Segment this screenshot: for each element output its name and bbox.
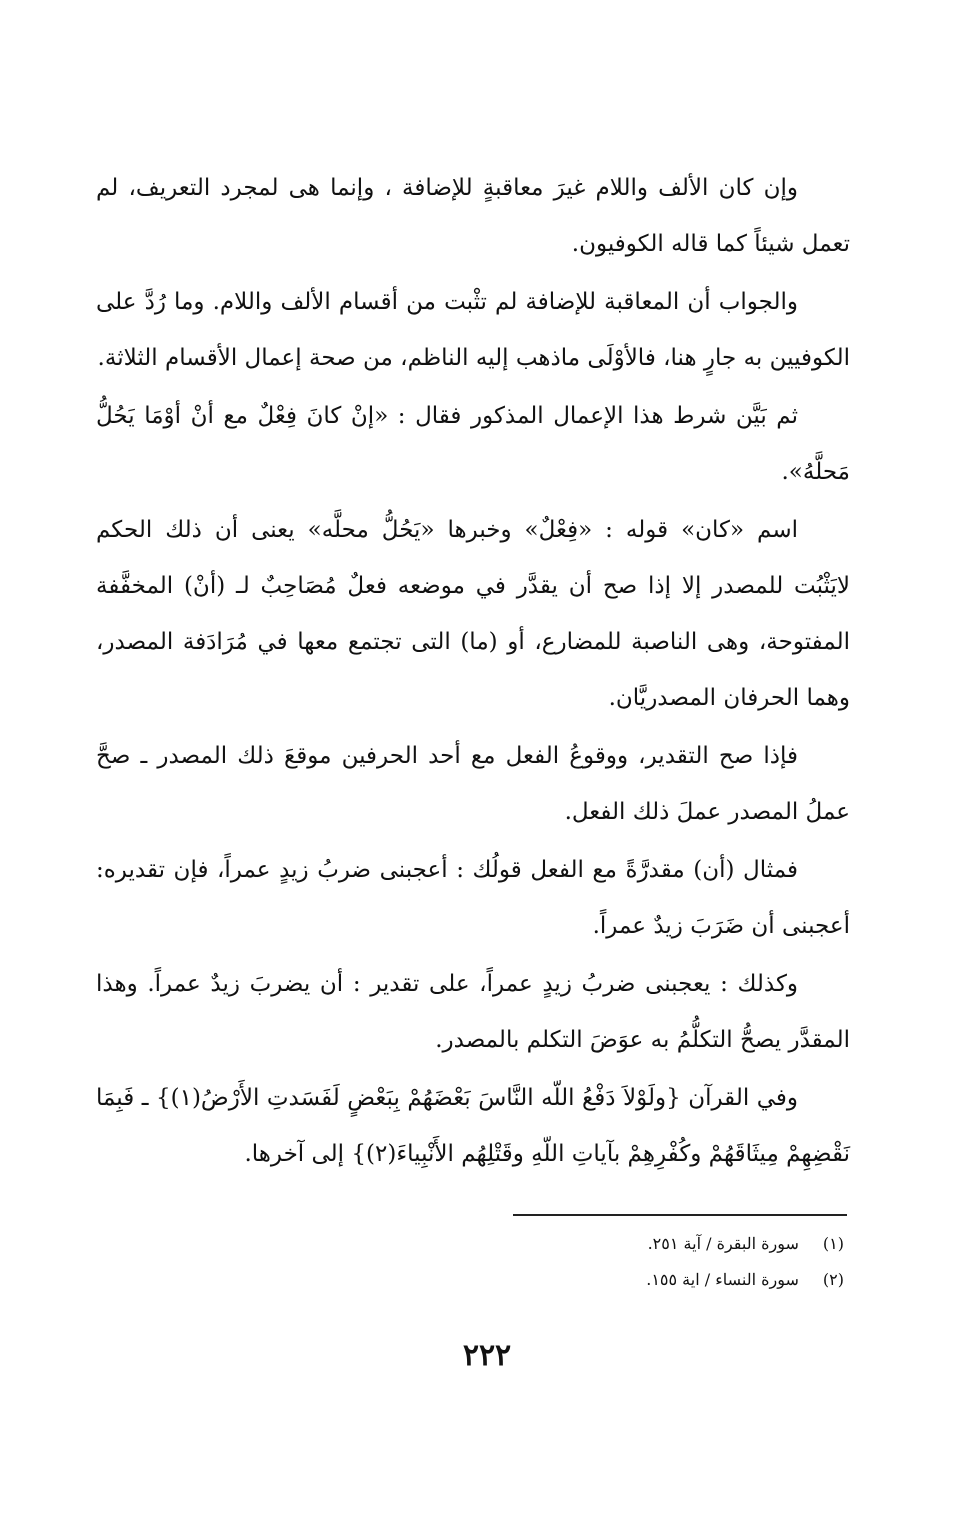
paragraph: فإذا صح التقدير، ووقوعُ الفعل مع أحد الحرفين موقعَ ذلك المصدر ـ صحَّ عملُ المصدر عملَ ذلك الفعل.: [96, 743, 850, 825]
footnote-number: (١): [822, 1234, 844, 1253]
paragraph: وإن كان الألف واللام غيرَ معاقبةٍ للإضافة ، وإنما هى لمجرد التعريف، لم تعمل شيئاً كما قاله الكوفيون.: [96, 175, 850, 257]
page-number: ٢٢٢: [462, 1338, 512, 1373]
footnote-number: (٢): [822, 1270, 844, 1289]
footnote-item: [460, 1226, 844, 1262]
main-text: [96, 160, 850, 1184]
paragraph: والجواب أن المعاقبة للإضافة لم تثْبت من أقسام الألف واللام. وما رُدَّ على الكوفيين به جارٍ هنا، فالأوْلَى ماذهب إليه الناظم، من صحة إعمال الأقسام الثلاثة.: [96, 289, 850, 371]
footnote-item: [460, 1262, 844, 1298]
paragraph: وكذلك : يعجبنى ضربُ زيدٍ عمراً، على تقدير : أن يضربَ زيدٌ عمراً. وهذا المقدَّر يصحُّ التكلُّمُ به عوَضَ التكلم بالمصدر.: [96, 971, 850, 1053]
paragraph: ثم بَيَّن شرط هذا الإعمال المذكور فقال : «إنْ كانَ فِعْلٌ مع أنْ أوْمَا يَحُلُّ مَحلَّهُ».: [96, 403, 850, 485]
footnote-divider: [513, 1214, 847, 1216]
paragraph: اسم «كان» قوله : «فِعْلٌ» وخبرها «يَحُلُّ محلَّه» يعنى أن ذلك الحكم لايَثْبُت للمصدر إلا إذا صح أن يقدَّر في موضعه فعلٌ مُصَاحِبٌ لـ (أنْ) المخفَّفة المفتوحة، وهى الناصبة للمضارع، أو (ما) التى تجتمع معها في مُرَادَفة المصدر، وهما الحرفان المصدريَّان.: [96, 517, 850, 711]
footnotes: [460, 1226, 844, 1298]
paragraph: وفي القرآن {ولَوْلاَ دَفْعُ اللّه النَّاسَ بَعْضَهُمْ بِبَعْضٍ لَفَسَدتِ الأَرْضُ(١)} ـ فَبِمَا نَقْضِهِمْ مِيثَاقَهُمْ وكُفْرِهِمْ بآياتِ اللّهِ وقَتْلِهُم الأَنْبِياءَ(٢)} إلى آخرها.: [96, 1085, 850, 1167]
paragraph: فمثال (أن) مقدرَّةً مع الفعل قولُك : أعجبنى ضربُ زيدٍ عمراً، فإن تقديره: أعجبنى أن ضَرَبَ زيدٌ عمراً.: [96, 857, 850, 939]
footnote-text: سورة النساء / اية ١٥٥.: [646, 1270, 799, 1289]
footnote-text: سورة البقرة / آية ٢٥١.: [647, 1234, 799, 1253]
